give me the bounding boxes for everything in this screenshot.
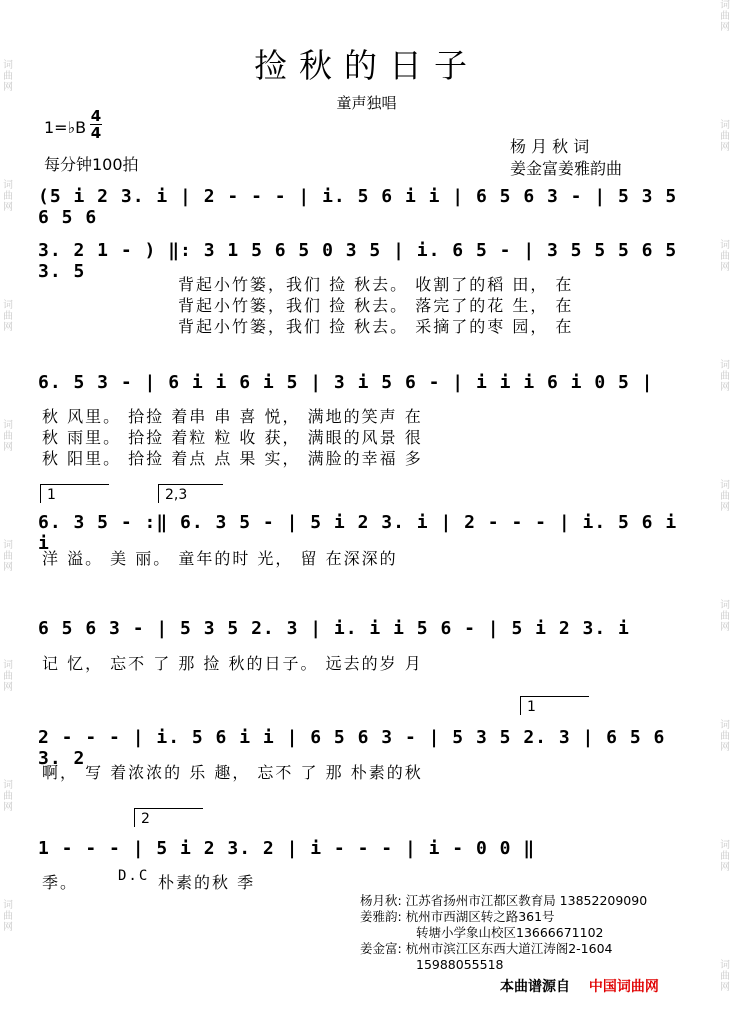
score-line-6: 2 - - - | i. 5 6 i i | 6 5 6 3 - | 5 3 5 2. 3 | 6 5 6 3. 2 xyxy=(38,727,666,769)
watermark-text: 词曲网 xyxy=(3,540,13,573)
lyric-verse1-line2: 秋 风里。 拾捡 着串 串 喜 悦， 满地的笑声 在 xyxy=(42,407,423,426)
watermark-text: 词曲网 xyxy=(720,120,730,153)
lyric-line-5: 记 忆， 忘不 了 那 捡 秋的日子。 远去的岁 月 xyxy=(42,654,423,673)
score-line-5: 6 5 6 3 - | 5 3 5 2. 3 | i. i i 5 6 - | 5 i 2 3. i xyxy=(38,618,630,639)
watermark-text: 词曲网 xyxy=(3,900,13,933)
lyric-line-7-end: 朴素的秋 季 xyxy=(158,873,256,892)
watermark-text: 词曲网 xyxy=(3,660,13,693)
contact-name: 姜雅韵: xyxy=(360,909,402,924)
composer-credit: 姜金富姜雅韵曲 xyxy=(510,159,623,178)
source-site-link[interactable]: 中国词曲网 xyxy=(588,979,659,995)
contact-row xyxy=(360,925,647,941)
lyric-verse3-line2: 秋 阳里。 拾捡 着点 点 果 实， 满脸的幸福 多 xyxy=(42,449,423,468)
contact-name: 杨月秋: xyxy=(360,893,402,908)
volta-first-ending: 1 xyxy=(40,484,109,503)
watermark-text: 词曲网 xyxy=(720,600,730,633)
watermark-text: 词曲网 xyxy=(720,240,730,273)
score-line-3: 6. 5 3 - | 6 i i 6 i 5 | 3 i 5 6 - | i i i 6 i 0 5 | xyxy=(38,372,654,393)
lyric-line-4: 洋 溢。 美 丽。 童年的时 光， 留 在深深的 xyxy=(42,549,398,568)
lyric-line-7-start: 季。 xyxy=(42,873,79,892)
volta-coda-first: 1 xyxy=(520,696,589,715)
watermark-text: 词曲网 xyxy=(720,720,730,753)
watermark-text: 词曲网 xyxy=(3,60,13,93)
contact-row xyxy=(360,909,647,925)
song-subtitle: 童声独唱 xyxy=(336,94,397,112)
score-line-2: 3. 2 1 - ) ‖: 3 1 5 6 5 0 3 5 | i. 6 5 - | 3 5 5 5 6 5 3. 5 xyxy=(38,240,678,282)
contact-info: 转塘小学象山校区13666671102 xyxy=(416,925,604,940)
source-credit xyxy=(500,976,659,996)
score-line-7: 1 - - - | 5 i 2 3. 2 | i - - - | i - 0 0 ‖ xyxy=(38,838,536,859)
watermark-text: 词曲网 xyxy=(3,780,13,813)
song-title: 捡秋的日子 xyxy=(254,46,479,85)
lyricist-credit: 杨 月 秋 词 xyxy=(510,137,590,156)
volta-second-ending: 2,3 xyxy=(158,484,223,503)
score-line-1: (5 i 2 3. i | 2 - - - | i. 5 6 i i | 6 5 6 3 - | 5 3 5 6 5 6 xyxy=(38,186,678,228)
watermark-text: 词曲网 xyxy=(720,480,730,513)
da-capo-marking: D.C xyxy=(118,868,150,884)
contact-row xyxy=(360,893,647,909)
watermark-text: 词曲网 xyxy=(720,0,730,33)
key-signature: 1=♭B xyxy=(44,118,87,137)
contact-info: 杭州市滨江区东西大道江涛阁2-1604 xyxy=(405,941,613,956)
contact-row xyxy=(360,941,647,957)
time-signature xyxy=(90,108,102,141)
watermark-text: 词曲网 xyxy=(3,420,13,453)
score-line-4: 6. 3 5 - :‖ 6. 3 5 - | 5 i 2 3. i | 2 - - - | i. 5 6 i i xyxy=(38,512,678,554)
lyric-verse2-line2: 秋 雨里。 拾捡 着粒 粒 收 获， 满眼的风景 很 xyxy=(42,428,423,447)
time-signature-bottom: 4 xyxy=(90,124,102,142)
watermark-text: 词曲网 xyxy=(720,360,730,393)
watermark-text: 词曲网 xyxy=(720,840,730,873)
lyric-verse3-line1: 背起小竹篓，我们 捡 秋去。 采摘了的枣 园， 在 xyxy=(178,317,574,336)
left-watermark-strip xyxy=(0,0,16,1022)
watermark-text: 词曲网 xyxy=(3,300,13,333)
watermark-text: 词曲网 xyxy=(3,180,13,213)
watermark-text: 词曲网 xyxy=(720,960,730,993)
time-signature-top: 4 xyxy=(90,107,102,125)
right-watermark-strip xyxy=(717,0,733,1022)
tempo-marking: 每分钟100拍 xyxy=(44,155,139,174)
contact-row xyxy=(360,957,647,973)
contact-info: 15988055518 xyxy=(416,957,504,972)
source-label: 本曲谱源自 xyxy=(500,979,570,995)
lyric-verse2-line1: 背起小竹篓，我们 捡 秋去。 落完了的花 生， 在 xyxy=(178,296,574,315)
contact-name: 姜金富: xyxy=(360,941,402,956)
contact-info: 杭州市西湖区转之路361号 xyxy=(405,909,555,924)
contact-info: 江苏省扬州市江都区教育局 13852209090 xyxy=(405,893,648,908)
lyric-line-6: 啊， 写 着浓浓的 乐 趣， 忘不 了 那 朴素的秋 xyxy=(42,763,423,782)
contact-block xyxy=(360,893,647,973)
volta-coda-second: 2 xyxy=(134,808,203,827)
lyric-verse1-line1: 背起小竹篓，我们 捡 秋去。 收割了的稻 田， 在 xyxy=(178,275,574,294)
